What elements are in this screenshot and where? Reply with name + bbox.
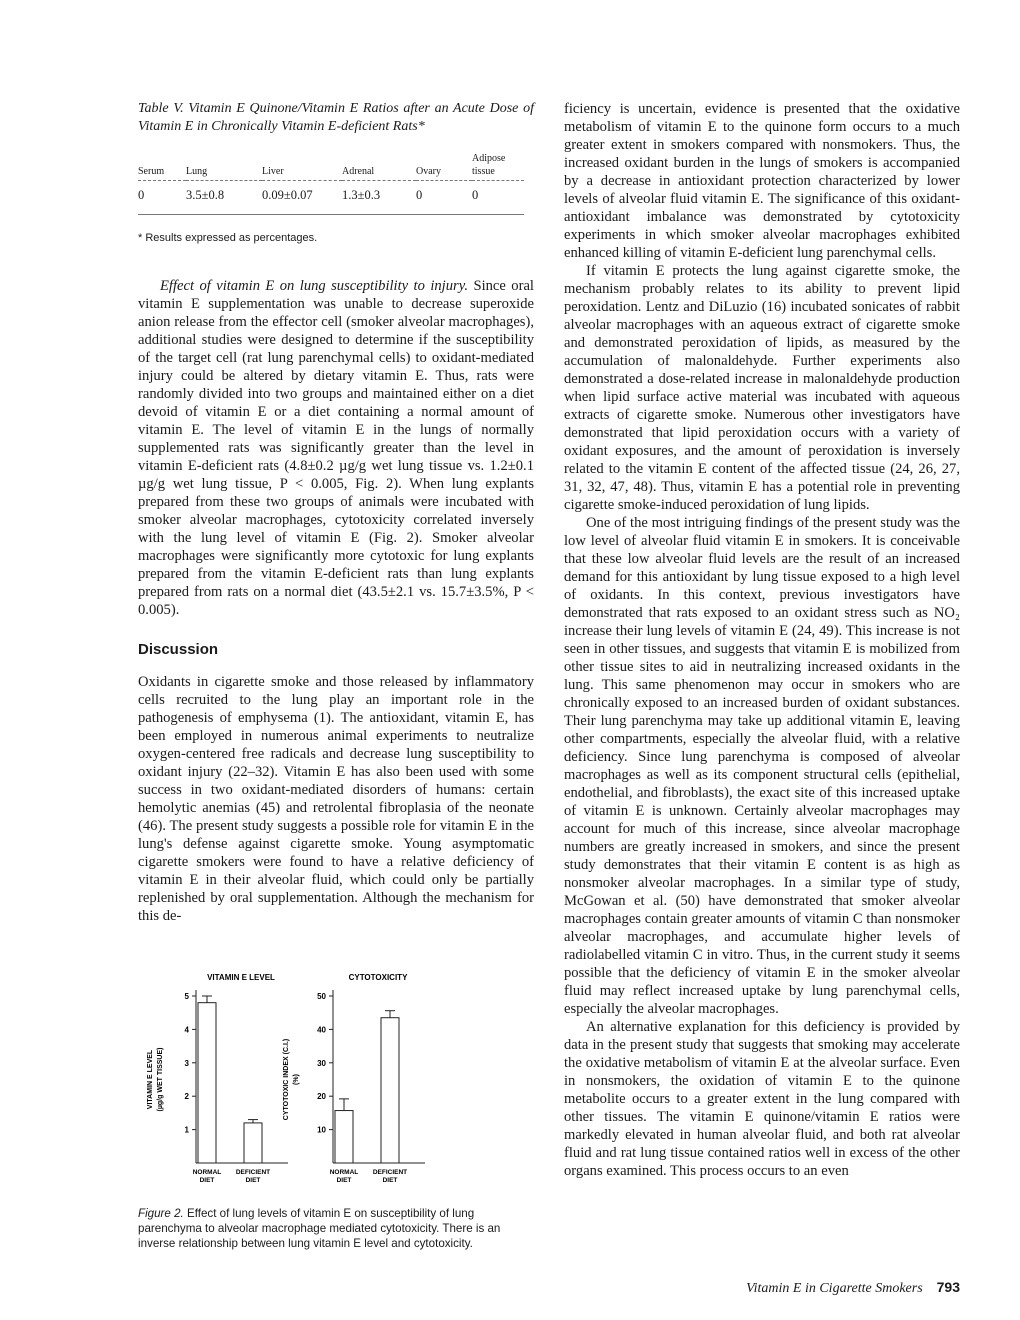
chart2-category-label-2: DEFICIENT [372, 1169, 408, 1176]
chart1-y-axis-label: VITAMIN E LEVEL [147, 1049, 154, 1110]
chart1-y-tick-label: 3 [184, 1058, 189, 1068]
chart1-y-axis-unit: (µg/g WET TISSUE) [157, 1047, 164, 1112]
chart1-y-tick-label: 4 [184, 1025, 189, 1035]
chart1-y-tick-label: 1 [184, 1125, 189, 1135]
table-title: Table V. Vitamin E Quinone/Vitamin E Ratios after an Acute Dose of Vitamin E in Chronically Vitamin E-deficient Rats* [138, 101, 534, 134]
figure-caption-text: Effect of lung levels of vitamin E on susceptibility of lung parenchyma to alveolar macrophage mediated cytotoxicity. There is an inverse relationship between lung vitamin E level and cytotoxicity. [138, 1207, 501, 1250]
chart2-category-sublabel-1: DIET [336, 1177, 352, 1184]
table-header-row [138, 152, 524, 181]
right-paragraph-2: If vitamin E protects the lung against cigarette smoke, the mechanism probably relates to its ability to prevent lipid peroxidation. Lentz and DiLuzio (16) incubated sonicates of rabbit alveolar macrophages with an aqueous extract of cigarette smoke and demonstrated peroxidation of lipids, as measured by the accumulation of malonaldehyde. Further experiments also demonstrated a dose-related increase in malonaldehyde production when lipid surface active material was incubated with aqueous extracts of cigarette smoke. Numerous other investigators have demonstrated that lipid peroxidation occurs with a variety of oxidant exposures, and the amount of peroxidation is inversely related to the vitamin E content of the affected tissue (24, 26, 27, 31, 32, 47, 48). Thus, vitamin E has a potential role in preventing cigarette smoke-induced peroxidation of lung lipids. [564, 263, 960, 513]
figure-2-charts [138, 968, 538, 1198]
page-number: 793 [936, 1279, 960, 1295]
discussion-heading: Discussion [138, 641, 219, 658]
left-column [138, 100, 534, 925]
table-cell-lung: 3.5±0.8 [186, 188, 225, 202]
chart2-category-sublabel-2: DIET [382, 1177, 398, 1184]
table-cell-adrenal: 1.3±0.3 [342, 188, 381, 202]
table-header-adipose: Adipose tissue [472, 152, 524, 181]
table-header-serum: Serum [138, 152, 186, 181]
chart2-bar-2 [381, 1018, 399, 1163]
chart1-category-label-2: DEFICIENT [235, 1169, 271, 1176]
right-paragraph-1: ficiency is uncertain, evidence is presented that the oxidative metabolism of vitamin E to the quinone form occurs to a much greater extent in smokers compared with nonsmokers. Thus, the increased oxidant burden in the lungs of smokers is accompanied by a decrease in antioxidant protection characterized by lower levels of alveolar fluid vitamin E. The significance of this oxidant-antioxidant imbalance was demonstrated by cytotoxicity experiments in which smoker alveolar macrophages exhibited enhanced killing of vitamin E-deficient lung parenchymal cells. [564, 101, 960, 261]
chart1-category-sublabel-1: DIET [199, 1177, 215, 1184]
chart2-bar-1 [335, 1111, 353, 1163]
discussion-paragraph: Oxidants in cigarette smoke and those released by inflammatory cells recruited to the lung play an important role in the pathogenesis of emphysema (1). The antioxidant, vitamin E, has been employed in numerous animal experiments to neutralize oxygen-centered free radicals and decrease lung susceptibility to oxidant injury (22–32). Vitamin E has also been used with some success in two oxidant-mediated disorders of humans: certain hemolytic anemias (45) and retrolental fibroplasia of the neonate (46). The present study suggests a possible role for vitamin E in the lung's defense against cigarette smoke. Young asymptomatic cigarette smokers were found to have a relative deficiency of vitamin E in their alveolar fluid, which could only be partially replenished by oral supplementation. Although the mechanism for this de- [138, 674, 534, 924]
table-header-adrenal: Adrenal [342, 152, 416, 181]
table-cell-liver: 0.09±0.07 [262, 188, 313, 202]
chart2-y-tick-label: 40 [317, 1025, 326, 1035]
effect-heading: Effect of vitamin E on lung susceptibility to injury. [160, 278, 469, 294]
chart2-y-tick-label: 30 [317, 1058, 326, 1068]
chart2-y-tick-label: 10 [317, 1125, 326, 1135]
table-footnote: * Results expressed as percentages. [138, 232, 318, 244]
figure-caption [138, 1206, 538, 1251]
chart1-bar-2 [244, 1123, 262, 1163]
figure-2 [138, 968, 538, 1251]
chart1-category-label-1: NORMAL [192, 1169, 222, 1176]
chart1-bar-1 [198, 1003, 216, 1163]
table-header-liver: Liver [262, 152, 342, 181]
chart2-y-axis-label: CYTOTOXIC INDEX (C.I.) [283, 1038, 290, 1121]
figure-label: Figure 2. [138, 1207, 184, 1220]
right-paragraph-4: An alternative explanation for this deficiency is provided by data in the present study that suggests that smoking may accelerate the oxidative metabolism of vitamin E at the alveolar surface. Even in nonsmokers, the oxidation of vitamin E to the quinone metabolite occurs to a greater extent in the lung compared with other tissues. The vitamin E quinone/vitamin E ratios were markedly elevated in human alveolar fluid, and both rat alveolar fluid and rat lung tissue contained ratios well in excess of the other organs examined. This process occurs to an even [564, 1019, 960, 1179]
table-header-ovary: Ovary [416, 152, 472, 181]
chart2-y-tick-label: 50 [317, 992, 326, 1001]
chart1-title: VITAMIN E LEVEL [207, 973, 275, 982]
running-title: Vitamin E in Cigarette Smokers [746, 1281, 923, 1296]
chart2-y-tick-label: 20 [317, 1092, 326, 1102]
effect-text: Since oral vitamin E supplementation was unable to decrease superoxide anion release from the effector cell (smoker alveolar macrophages), additional studies were designed to determine if the susceptibility of the target cell (rat lung parenchymal cells) to oxidant-mediated injury could be altered by dietary vitamin E. Thus, rats were randomly divided into two groups and maintained either on a diet devoid of vitamin E or a diet containing a normal amount of vitamin E. The level of vitamin E in the lungs of normally supplemented rats was significantly greater than the level in vitamin E-deficient rats (4.8±0.2 µg/g wet lung tissue vs. 1.2±0.1 µg/g wet lung tissue, P < 0.005, Fig. 2). When lung explants prepared from these two groups of animals were incubated with smoker alveolar macrophages, cytotoxicity correlated inversely with the lung level of vitamin E (Fig. 2). Smoker alveolar macrophages were significantly more cytotoxic for lung explants prepared from the vitamin E-deficient rats than lung explants prepared from rats on a normal diet (43.5±2.1 vs. 15.7±3.5%, P < 0.005). [138, 278, 534, 618]
right-column [564, 100, 960, 1180]
effect-paragraph [138, 277, 534, 619]
table-cell-serum: 0 [138, 188, 145, 202]
right-paragraph-3: One of the most intriguing findings of the present study was the low level of alveolar fluid vitamin E in smokers. It is conceivable that these low alveolar fluid levels are the result of an increased demand for this antioxidant by lung tissue exposed to a high level of oxidants. In this context, previous investigators have demonstrated that rats exposed to an oxidant stress such as NO₂ increase their lung levels of vitamin E (24, 49). This increase is not seen in other tissues, and suggests that vitamin E is mobilized from other tissue sites to aid in neutralizing increased oxidants in the lung. This same phenomenon may occur in smokers who are chronically exposed to an increased burden of oxidant substances. Their lung parenchyma may take up additional vitamin E, leaving other compartments, especially the alveolar fluid, with a relative deficiency. Since lung parenchyma is composed of alveolar macrophages as well as its component structural cells (epithelial, endothelial, and fibroblasts), the exact site of this increased uptake of vitamin E is unknown. Certainly alveolar macrophages may account for much of this increase, since alveolar macrophage numbers are greatly increased in smokers, and since the present study demonstrates that their vitamin E content is as high as nonsmoker alveolar macrophages. In a similar type of study, McGowan et al. (50) have demonstrated that smoker alveolar macrophages contain greater amounts of vitamin C than nonsmoker alveolar macrophages, and accumulate higher levels of radiolabelled vitamin C in vitro. Thus, in the current study it seems possible that the deficiency of vitamin E in the smoker alveolar fluid may reflect increased uptake by lung parenchymal cells, especially the alveolar macrophages. [564, 515, 960, 1017]
page-footer [700, 1279, 960, 1297]
chart2-y-axis-unit: (%) [293, 1074, 300, 1085]
chart2-title: CYTOTOXICITY [348, 973, 408, 982]
chart2-category-label-1: NORMAL [329, 1169, 359, 1176]
chart1-category-sublabel-2: DIET [245, 1177, 261, 1184]
table-row [138, 181, 524, 215]
chart1-y-tick-label: 2 [184, 1092, 189, 1102]
table-header-lung: Lung [186, 152, 262, 181]
chart1-y-tick-label: 5 [184, 992, 189, 1001]
table-v [138, 152, 524, 215]
table-bottom-rule [138, 214, 524, 215]
table-cell-adipose: 0 [472, 188, 479, 202]
table-cell-ovary: 0 [416, 188, 423, 202]
